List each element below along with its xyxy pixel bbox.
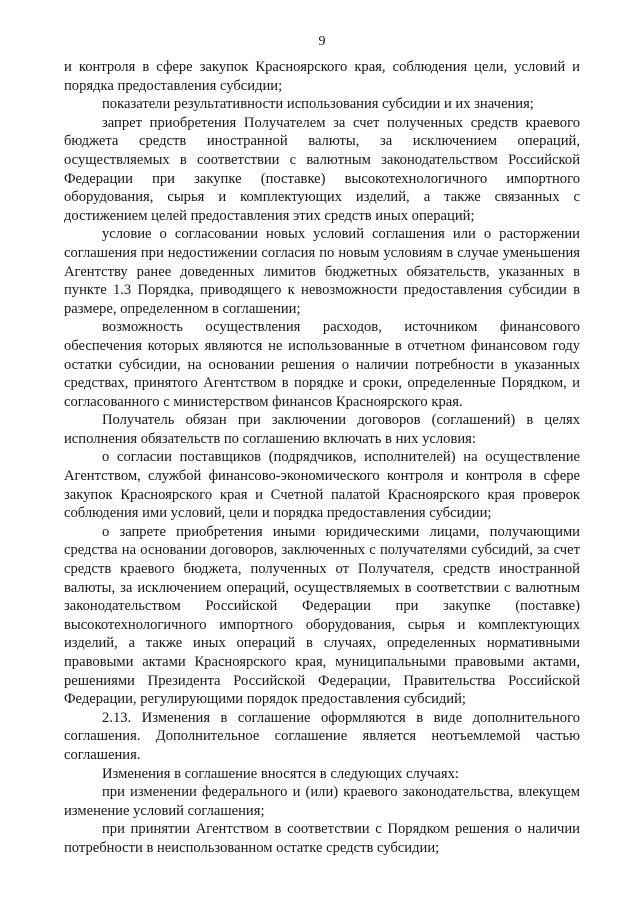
paragraph: о запрете приобретения иными юридическими лицами, получающими средства на основании договоров, заключенных с получателями субсидий, за счет средств краевого бюджета, полученных от Получателя, средств иностранной валюты, за исключением операций, осуществляемых в соответствии с валютным законодательством Российской Федерации при закупке (поставке) высокотехнологичного импортного оборудования, сырья и комплектующих изделий, а также иных операций в случаях, определенных нормативными правовыми актами Красноярского края, муниципальными правовыми актами, решениями Президента Российской Федерации, Правительства Российской Федерации, регулирующими порядок предоставления субсидий; xyxy=(64,523,580,708)
paragraph: возможность осуществления расходов, источником финансового обеспечения которых являются не использованные в отчетном финансовом году остатки субсидии, на основании решения о наличии потребности в указанных средствах, принятого Агентством в порядке и сроки, определенные Порядком, и согласованного с министерством финансов Красноярского края. xyxy=(64,319,580,410)
document-body xyxy=(64,58,580,858)
paragraph: 2.13. Изменения в соглашение оформляются в виде дополнительного соглашения. Дополнительное соглашение является неотъемлемой частью соглашения. xyxy=(64,709,580,763)
paragraph: о согласии поставщиков (подрядчиков, исполнителей) на осуществление Агентством, службой финансово-экономического контроля и контроля в сфере закупок Красноярского края и Счетной палатой Красноярского края проверок соблюдения ими условий, цели и порядка предоставления субсидии; xyxy=(64,449,580,522)
paragraph: запрет приобретения Получателем за счет полученных средств краевого бюджета средств иностранной валюты, за исключением операций, осуществляемых в соответствии с валютным законодательством Российской Федерации при закупке (поставке) высокотехнологичного импортного оборудования, сырья и комплектующих изделий, а также связанных с достижением целей предоставления этих средств иных операций; xyxy=(64,114,580,224)
paragraph: Изменения в соглашение вносятся в следующих случаях: xyxy=(102,765,459,782)
page-number: 9 xyxy=(318,34,326,49)
paragraph: при принятии Агентством в соответствии с Порядком решения о наличии потребности в неиспользованном остатке средств субсидии; xyxy=(64,821,580,856)
paragraph: Получатель обязан при заключении договоров (соглашений) в целях исполнения обязательств по соглашению включать в них условия: xyxy=(64,412,580,447)
paragraph: при изменении федерального и (или) краевого законодательства, влекущем изменение условий соглашения; xyxy=(64,784,580,819)
paragraph: показатели результативности использования субсидии и их значения; xyxy=(102,96,534,113)
document-page xyxy=(64,34,580,858)
paragraph: условие о согласовании новых условий соглашения или о расторжении соглашения при недостижении согласия по новым условиям в случае уменьшения Агентству ранее доведенных лимитов бюджетных обязательств, указанных в пункте 1.3 Порядка, приводящего к невозможности предоставления субсидии в размере, определенном в соглашении; xyxy=(64,226,580,317)
paragraph: и контроля в сфере закупок Красноярского края, соблюдения цели, условий и порядка предоставления субсидии; xyxy=(64,59,580,94)
